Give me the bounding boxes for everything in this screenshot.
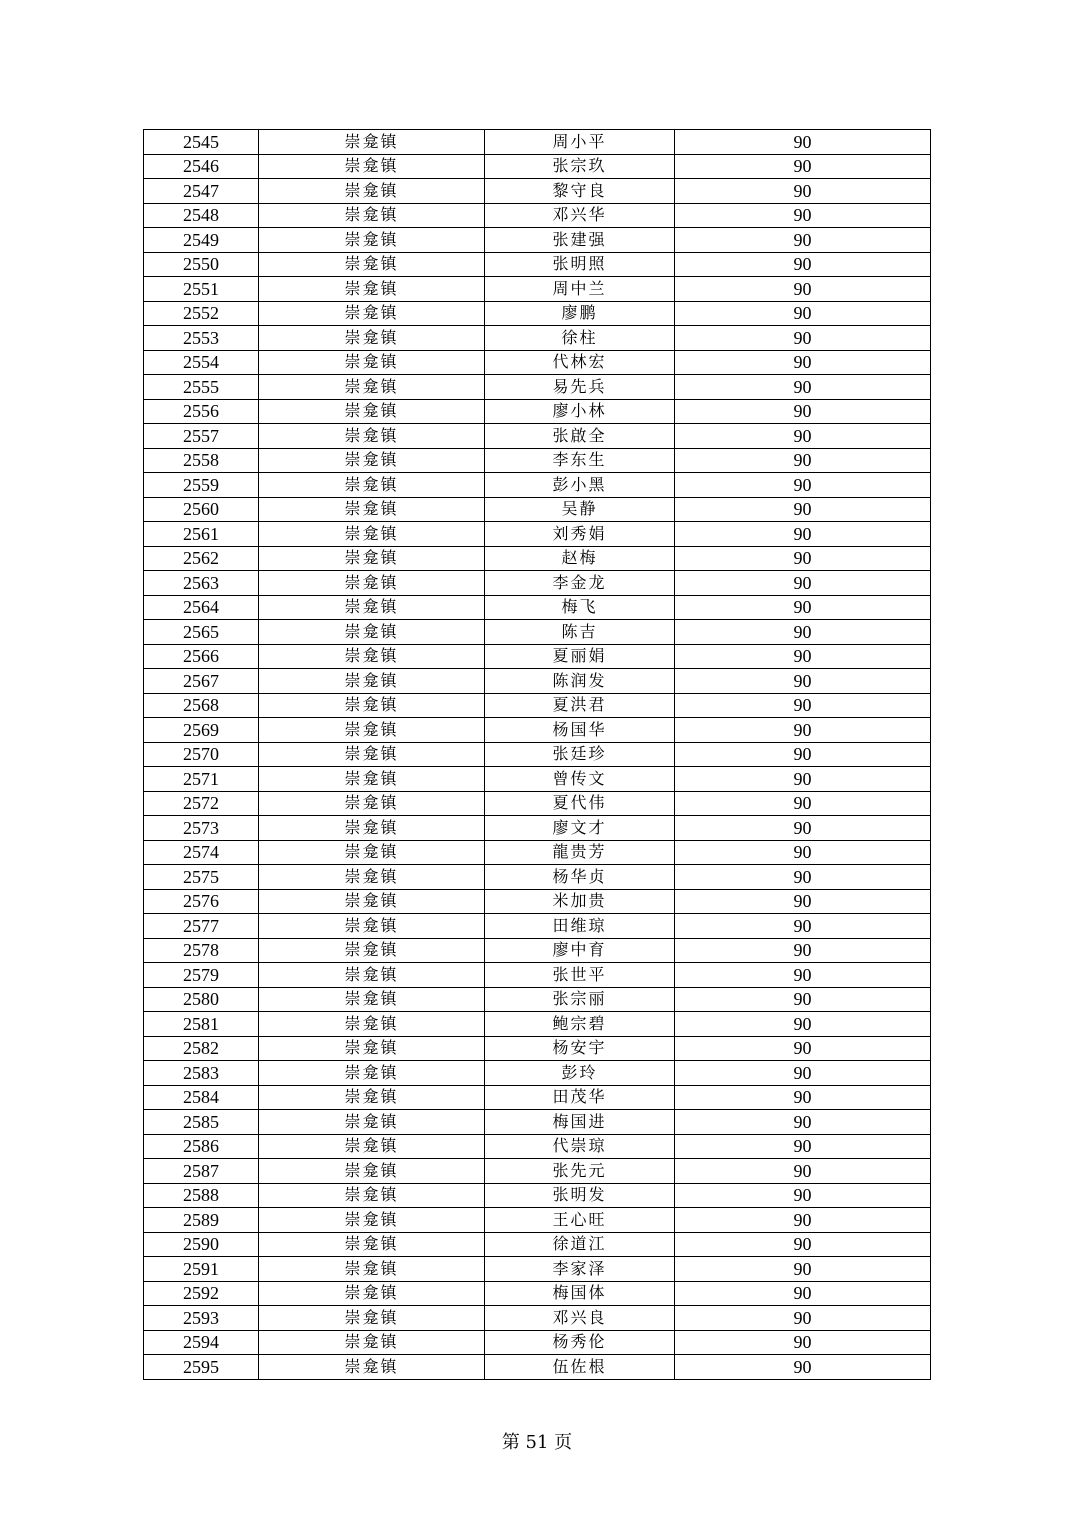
table-row (144, 1281, 931, 1306)
table-row (144, 595, 931, 620)
row-number-cell: 2589 (144, 1208, 259, 1233)
row-number-cell: 2563 (144, 571, 259, 596)
row-number-cell: 2575 (144, 865, 259, 890)
name-cell: 伍佐根 (485, 1355, 675, 1380)
town-cell: 崇龛镇 (259, 1061, 485, 1086)
score-cell: 90 (675, 767, 931, 792)
name-cell: 周小平 (485, 130, 675, 155)
name-cell: 张明发 (485, 1183, 675, 1208)
name-cell: 鲍宗碧 (485, 1012, 675, 1037)
table-row (144, 252, 931, 277)
row-number-cell: 2552 (144, 301, 259, 326)
score-cell: 90 (675, 1183, 931, 1208)
row-number-cell: 2556 (144, 399, 259, 424)
table-row (144, 987, 931, 1012)
town-cell: 崇龛镇 (259, 571, 485, 596)
row-number-cell: 2576 (144, 889, 259, 914)
score-cell: 90 (675, 718, 931, 743)
name-cell: 廖文才 (485, 816, 675, 841)
score-cell: 90 (675, 350, 931, 375)
row-number-cell: 2580 (144, 987, 259, 1012)
town-cell: 崇龛镇 (259, 130, 485, 155)
row-number-cell: 2558 (144, 448, 259, 473)
table-row (144, 742, 931, 767)
name-cell: 张啟全 (485, 424, 675, 449)
town-cell: 崇龛镇 (259, 154, 485, 179)
table-row (144, 693, 931, 718)
town-cell: 崇龛镇 (259, 522, 485, 547)
score-cell: 90 (675, 522, 931, 547)
name-cell: 张宗玖 (485, 154, 675, 179)
town-cell: 崇龛镇 (259, 620, 485, 645)
table-row (144, 399, 931, 424)
score-cell: 90 (675, 595, 931, 620)
score-cell: 90 (675, 840, 931, 865)
table-row (144, 375, 931, 400)
table-row (144, 1110, 931, 1135)
row-number-cell: 2548 (144, 203, 259, 228)
row-number-cell: 2547 (144, 179, 259, 204)
town-cell: 崇龛镇 (259, 767, 485, 792)
town-cell: 崇龛镇 (259, 546, 485, 571)
row-number-cell: 2554 (144, 350, 259, 375)
name-cell: 邓兴良 (485, 1306, 675, 1331)
score-cell: 90 (675, 1134, 931, 1159)
town-cell: 崇龛镇 (259, 718, 485, 743)
row-number-cell: 2555 (144, 375, 259, 400)
name-cell: 张廷珍 (485, 742, 675, 767)
town-cell: 崇龛镇 (259, 963, 485, 988)
name-cell: 廖中育 (485, 938, 675, 963)
score-cell: 90 (675, 791, 931, 816)
table-row (144, 179, 931, 204)
name-cell: 易先兵 (485, 375, 675, 400)
row-number-cell: 2592 (144, 1281, 259, 1306)
row-number-cell: 2577 (144, 914, 259, 939)
name-cell: 杨华贞 (485, 865, 675, 890)
row-number-cell: 2557 (144, 424, 259, 449)
town-cell: 崇龛镇 (259, 326, 485, 351)
town-cell: 崇龛镇 (259, 987, 485, 1012)
score-cell: 90 (675, 1012, 931, 1037)
town-cell: 崇龛镇 (259, 1159, 485, 1184)
town-cell: 崇龛镇 (259, 473, 485, 498)
town-cell: 崇龛镇 (259, 693, 485, 718)
table-row (144, 669, 931, 694)
row-number-cell: 2582 (144, 1036, 259, 1061)
table-row (144, 448, 931, 473)
row-number-cell: 2581 (144, 1012, 259, 1037)
name-cell: 张建强 (485, 228, 675, 253)
table-row (144, 154, 931, 179)
town-cell: 崇龛镇 (259, 1281, 485, 1306)
table-row (144, 326, 931, 351)
town-cell: 崇龛镇 (259, 1110, 485, 1135)
score-cell: 90 (675, 399, 931, 424)
score-cell: 90 (675, 497, 931, 522)
row-number-cell: 2546 (144, 154, 259, 179)
score-cell: 90 (675, 546, 931, 571)
score-cell: 90 (675, 179, 931, 204)
page-number: 第 51 页 (501, 1432, 573, 1453)
name-cell: 吴静 (485, 497, 675, 522)
town-cell: 崇龛镇 (259, 669, 485, 694)
town-cell: 崇龛镇 (259, 203, 485, 228)
table-row (144, 767, 931, 792)
score-cell: 90 (675, 1036, 931, 1061)
table-row (144, 840, 931, 865)
table-row (144, 620, 931, 645)
town-cell: 崇龛镇 (259, 228, 485, 253)
score-cell: 90 (675, 375, 931, 400)
name-cell: 张明照 (485, 252, 675, 277)
table-row (144, 571, 931, 596)
name-cell: 彭玲 (485, 1061, 675, 1086)
name-cell: 梅国进 (485, 1110, 675, 1135)
town-cell: 崇龛镇 (259, 1306, 485, 1331)
table-row (144, 914, 931, 939)
table-row (144, 1183, 931, 1208)
score-cell: 90 (675, 1306, 931, 1331)
score-cell: 90 (675, 963, 931, 988)
row-number-cell: 2553 (144, 326, 259, 351)
row-number-cell: 2568 (144, 693, 259, 718)
name-cell: 张先元 (485, 1159, 675, 1184)
row-number-cell: 2594 (144, 1330, 259, 1355)
name-cell: 彭小黑 (485, 473, 675, 498)
row-number-cell: 2583 (144, 1061, 259, 1086)
town-cell: 崇龛镇 (259, 1257, 485, 1282)
score-cell: 90 (675, 203, 931, 228)
score-cell: 90 (675, 644, 931, 669)
name-cell: 杨秀伦 (485, 1330, 675, 1355)
town-cell: 崇龛镇 (259, 1208, 485, 1233)
score-cell: 90 (675, 154, 931, 179)
town-cell: 崇龛镇 (259, 791, 485, 816)
row-number-cell: 2572 (144, 791, 259, 816)
table-row (144, 228, 931, 253)
name-cell: 梅飞 (485, 595, 675, 620)
table-row (144, 889, 931, 914)
name-cell: 王心旺 (485, 1208, 675, 1233)
table-row (144, 1330, 931, 1355)
score-cell: 90 (675, 130, 931, 155)
name-cell: 邓兴华 (485, 203, 675, 228)
name-cell: 代林宏 (485, 350, 675, 375)
town-cell: 崇龛镇 (259, 301, 485, 326)
town-cell: 崇龛镇 (259, 595, 485, 620)
town-cell: 崇龛镇 (259, 252, 485, 277)
row-number-cell: 2585 (144, 1110, 259, 1135)
town-cell: 崇龛镇 (259, 889, 485, 914)
table-row (144, 350, 931, 375)
row-number-cell: 2579 (144, 963, 259, 988)
name-cell: 徐柱 (485, 326, 675, 351)
row-number-cell: 2549 (144, 228, 259, 253)
table-row (144, 473, 931, 498)
town-cell: 崇龛镇 (259, 865, 485, 890)
town-cell: 崇龛镇 (259, 179, 485, 204)
table-row (144, 424, 931, 449)
table-row (144, 1232, 931, 1257)
row-number-cell: 2588 (144, 1183, 259, 1208)
row-number-cell: 2569 (144, 718, 259, 743)
name-cell: 张世平 (485, 963, 675, 988)
row-number-cell: 2586 (144, 1134, 259, 1159)
row-number-cell: 2593 (144, 1306, 259, 1331)
row-number-cell: 2570 (144, 742, 259, 767)
row-number-cell: 2564 (144, 595, 259, 620)
name-cell: 田茂华 (485, 1085, 675, 1110)
score-cell: 90 (675, 252, 931, 277)
table-row (144, 1257, 931, 1282)
name-cell: 赵梅 (485, 546, 675, 571)
table-row (144, 1061, 931, 1086)
town-cell: 崇龛镇 (259, 1134, 485, 1159)
name-cell: 周中兰 (485, 277, 675, 302)
row-number-cell: 2578 (144, 938, 259, 963)
name-cell: 李东生 (485, 448, 675, 473)
score-cell: 90 (675, 1355, 931, 1380)
name-cell: 陈吉 (485, 620, 675, 645)
records-table (143, 129, 931, 1380)
table-row (144, 1012, 931, 1037)
table-row (144, 1134, 931, 1159)
score-cell: 90 (675, 277, 931, 302)
score-cell: 90 (675, 473, 931, 498)
town-cell: 崇龛镇 (259, 1330, 485, 1355)
name-cell: 刘秀娟 (485, 522, 675, 547)
table-row (144, 301, 931, 326)
town-cell: 崇龛镇 (259, 1232, 485, 1257)
score-cell: 90 (675, 1281, 931, 1306)
row-number-cell: 2574 (144, 840, 259, 865)
score-cell: 90 (675, 1257, 931, 1282)
score-cell: 90 (675, 816, 931, 841)
row-number-cell: 2565 (144, 620, 259, 645)
town-cell: 崇龛镇 (259, 938, 485, 963)
town-cell: 崇龛镇 (259, 375, 485, 400)
name-cell: 李家泽 (485, 1257, 675, 1282)
table-row (144, 130, 931, 155)
row-number-cell: 2584 (144, 1085, 259, 1110)
row-number-cell: 2567 (144, 669, 259, 694)
table-row (144, 546, 931, 571)
row-number-cell: 2590 (144, 1232, 259, 1257)
table-row (144, 718, 931, 743)
name-cell: 田维琼 (485, 914, 675, 939)
table-row (144, 1036, 931, 1061)
name-cell: 廖小林 (485, 399, 675, 424)
score-cell: 90 (675, 228, 931, 253)
score-cell: 90 (675, 326, 931, 351)
row-number-cell: 2573 (144, 816, 259, 841)
name-cell: 梅国体 (485, 1281, 675, 1306)
score-cell: 90 (675, 1061, 931, 1086)
row-number-cell: 2551 (144, 277, 259, 302)
town-cell: 崇龛镇 (259, 424, 485, 449)
name-cell: 夏洪君 (485, 693, 675, 718)
town-cell: 崇龛镇 (259, 1355, 485, 1380)
town-cell: 崇龛镇 (259, 350, 485, 375)
score-cell: 90 (675, 1110, 931, 1135)
score-cell: 90 (675, 1208, 931, 1233)
score-cell: 90 (675, 620, 931, 645)
score-cell: 90 (675, 914, 931, 939)
score-cell: 90 (675, 1232, 931, 1257)
row-number-cell: 2561 (144, 522, 259, 547)
town-cell: 崇龛镇 (259, 840, 485, 865)
score-cell: 90 (675, 1085, 931, 1110)
table-row (144, 1306, 931, 1331)
table-row (144, 1159, 931, 1184)
name-cell: 龍贵芳 (485, 840, 675, 865)
table-row (144, 1208, 931, 1233)
name-cell: 夏代伟 (485, 791, 675, 816)
score-cell: 90 (675, 938, 931, 963)
town-cell: 崇龛镇 (259, 399, 485, 424)
name-cell: 黎守良 (485, 179, 675, 204)
row-number-cell: 2591 (144, 1257, 259, 1282)
score-cell: 90 (675, 742, 931, 767)
score-cell: 90 (675, 301, 931, 326)
score-cell: 90 (675, 889, 931, 914)
table-row (144, 816, 931, 841)
score-cell: 90 (675, 669, 931, 694)
town-cell: 崇龛镇 (259, 742, 485, 767)
name-cell: 杨安宇 (485, 1036, 675, 1061)
town-cell: 崇龛镇 (259, 1012, 485, 1037)
name-cell: 夏丽娟 (485, 644, 675, 669)
name-cell: 代崇琼 (485, 1134, 675, 1159)
score-cell: 90 (675, 571, 931, 596)
table-row (144, 963, 931, 988)
name-cell: 张宗丽 (485, 987, 675, 1012)
town-cell: 崇龛镇 (259, 1085, 485, 1110)
town-cell: 崇龛镇 (259, 448, 485, 473)
score-cell: 90 (675, 1330, 931, 1355)
town-cell: 崇龛镇 (259, 277, 485, 302)
table-row (144, 522, 931, 547)
town-cell: 崇龛镇 (259, 914, 485, 939)
name-cell: 曾传文 (485, 767, 675, 792)
table-row (144, 938, 931, 963)
row-number-cell: 2559 (144, 473, 259, 498)
name-cell: 陈润发 (485, 669, 675, 694)
row-number-cell: 2571 (144, 767, 259, 792)
table-row (144, 791, 931, 816)
table-row (144, 203, 931, 228)
row-number-cell: 2587 (144, 1159, 259, 1184)
name-cell: 徐道江 (485, 1232, 675, 1257)
town-cell: 崇龛镇 (259, 1183, 485, 1208)
table-row (144, 644, 931, 669)
town-cell: 崇龛镇 (259, 1036, 485, 1061)
score-cell: 90 (675, 448, 931, 473)
town-cell: 崇龛镇 (259, 497, 485, 522)
row-number-cell: 2562 (144, 546, 259, 571)
score-cell: 90 (675, 424, 931, 449)
row-number-cell: 2595 (144, 1355, 259, 1380)
score-cell: 90 (675, 865, 931, 890)
name-cell: 米加贵 (485, 889, 675, 914)
name-cell: 杨国华 (485, 718, 675, 743)
row-number-cell: 2560 (144, 497, 259, 522)
table-row (144, 865, 931, 890)
score-cell: 90 (675, 987, 931, 1012)
records-table-body (144, 130, 931, 1380)
town-cell: 崇龛镇 (259, 816, 485, 841)
name-cell: 廖鹏 (485, 301, 675, 326)
row-number-cell: 2566 (144, 644, 259, 669)
town-cell: 崇龛镇 (259, 644, 485, 669)
table-row (144, 497, 931, 522)
table-row (144, 1355, 931, 1380)
score-cell: 90 (675, 693, 931, 718)
row-number-cell: 2550 (144, 252, 259, 277)
name-cell: 李金龙 (485, 571, 675, 596)
score-cell: 90 (675, 1159, 931, 1184)
table-row (144, 1085, 931, 1110)
table-row (144, 277, 931, 302)
row-number-cell: 2545 (144, 130, 259, 155)
